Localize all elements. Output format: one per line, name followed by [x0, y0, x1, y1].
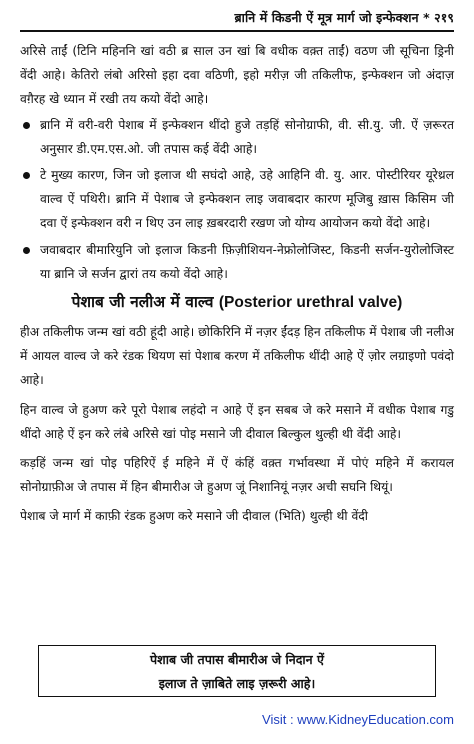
intro-paragraph: अरिसे ताईं (टिनि महिननि खां वठी ब्र साल उन खां बि वधीक वक़्त ताईं) वठण जी सूचिना ड्रिनी वेंदी आहे। केतिरो लंबो अरिसो इहा दवा वठिणी, इहो मरीज़ जी तकिलीफ, इन्फेक्शन जो अंदाज़ वग़ैरह खे ध्यान में रखी तय कयो वेंदो आहे।	[20, 44, 454, 107]
bullet-dot-icon	[23, 247, 30, 254]
bullet-list	[20, 113, 454, 286]
body-paragraph-3: कड़हिं जन्म खां पोइ पहिरिऐं ई महिने में ऐं कंहिं वक़्त गर्भावस्था में पोएं महिने में करायल सोनोग्राफ़ीअ जे तपास में हिन बीमारीअ जे हुअण जूं निशानियूं नज़र अची सघनि थियूं।	[20, 456, 454, 495]
body-paragraph-1: हीअ तकिलीफ जन्म खां वठी हूंदी आहे। छोकिरिनि में नज़र ईंदड़ हिन तकिलीफ में पेशाब जी नलीअ में आयल वाल्व जे करे रंडक थियण सां पेशाब करण में तकिलीफ थींदी आहे ऐं ज़ोर लग्राइणो पवंदो आहे।	[20, 325, 454, 388]
body-paragraph-4: पेशाब जे मार्ग में काफ़ी रंडक हुअण करे मसाने जी दीवाल (भिति) थुल्ही थी वेंदी	[20, 509, 368, 524]
footer-website-link[interactable]: Visit : www.KidneyEducation.com	[262, 712, 454, 727]
bullet-text-3: जवाबदार बीमारियुनि जो इलाज किडनी फ़िज़ीशियन-नेफ्रोलोजिस्ट, किडनी सर्जन-युरोलोजिस्ट या ब्रानि जे सर्जन द्वारां तय कयो वेंदो आहे।	[40, 242, 454, 281]
bullet-item-3	[20, 238, 454, 286]
header-divider	[20, 30, 454, 32]
section-heading	[20, 289, 454, 316]
body-paragraph-2: हिन वाल्व जे हुअण करे पूरो पेशाब लहंदो न आहे ऐं इन सबब जे करे मसाने में वधीक पेशाब गडु थींदो आहे ऐं इन करे लंबे अरिसे खां पोइ मसाने जी दीवाल बिल्कुल थुल्ही थी वेंदी आहे।	[20, 402, 454, 441]
running-header: ब्रानि में किडनी ऐं मूत्र मार्ग जो इन्फेक्शन * २१९	[234, 10, 454, 25]
bullet-text-2: टे मुख्य कारण, जिन जो इलाज थी सघंदो आहे, उहे आहिनि वी. यु. आर. पोस्टीरियर यूरेथ्रल वाल्व ऐं पथिरी। ब्रानि में पेशाब जे इन्फेक्शन लाइ जवाबदार कारण मूजिबु ख़ास किसिम जी दवा ऐं इन्फेक्शन वरी न थिए उन लाइ ख़बरदारी रखण जो योग्य आयोजन कयो वेंदो आहे।	[40, 168, 454, 231]
bullet-dot-icon	[23, 122, 30, 129]
callout-box	[38, 645, 436, 697]
section-heading-english: (Posterior urethral valve)	[218, 294, 403, 312]
callout-line-2: इलाज ते ज़ाबिते लाइ ज़रूरी आहे।	[158, 676, 316, 691]
page-body	[20, 39, 454, 534]
section-heading-sindhi: पेशाब जी नलीअ में वाल्व	[71, 293, 214, 312]
bullet-item-2	[20, 163, 454, 236]
bullet-item-1	[20, 113, 454, 161]
bullet-text-1: ब्रानि में वरी-वरी पेशाब में इन्फेक्शन थींदो हुजे तड़हिं सोनोग्राफी, वी. सी.यु. जी. ऐं ज़रूरत अनुसार डी.एम.एस.ओ. जी तपास कई वेंदी आहे।	[40, 117, 454, 156]
bullet-dot-icon	[23, 172, 30, 179]
callout-line-1: पेशाब जी तपास बीमारीअ जे निदान ऐं	[150, 652, 324, 667]
